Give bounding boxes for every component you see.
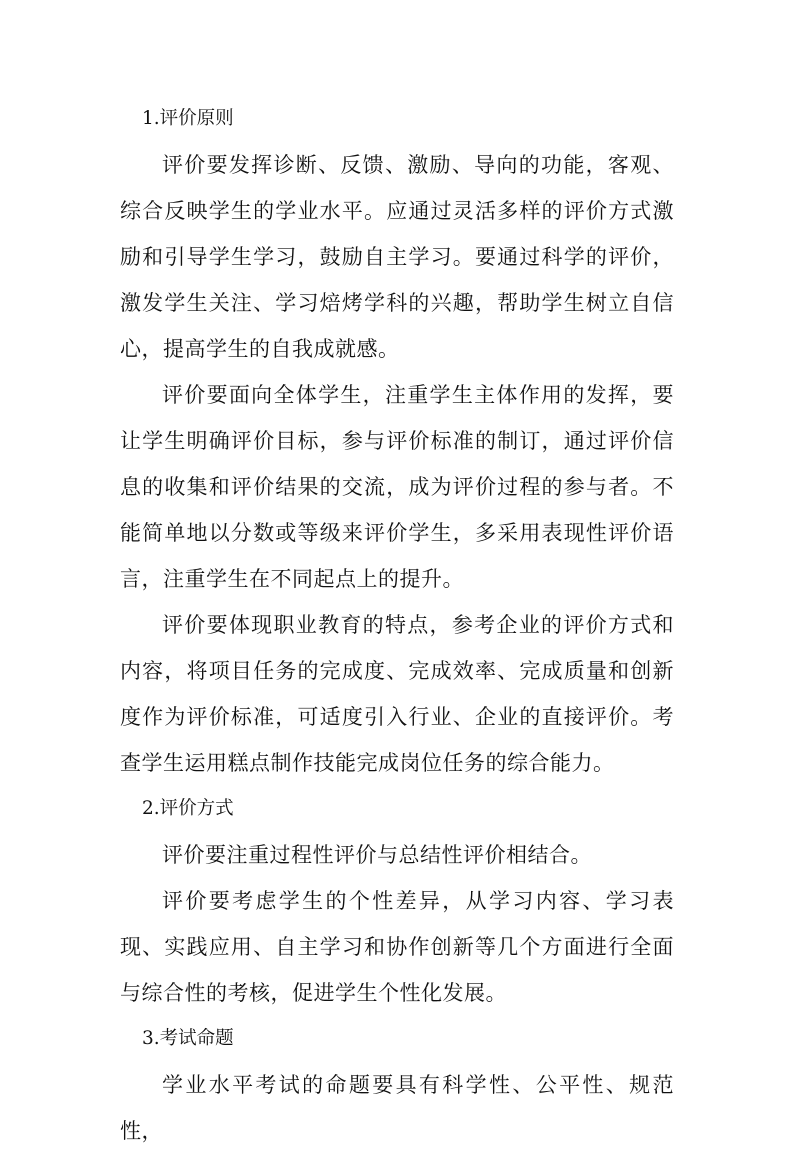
paragraph: 学业水平考试的命题要具有科学性、公平性、规范性， xyxy=(120,1073,674,1143)
document-body xyxy=(120,96,674,1154)
paragraph: 评价要考虑学生的个性差异，从学习内容、学习表现、实践应用、自主学习和协作创新等几个方面进行全面与综合性的考核，促进学生个性化发展。 xyxy=(120,889,674,1005)
paragraph: 评价要注重过程性评价与总结性评价相结合。 xyxy=(162,843,592,867)
paragraph: 评价要发挥诊断、反馈、激励、导向的功能，客观、综合反映学生的学业水平。应通过灵活多样的评价方式激励和引导学生学习，鼓励自主学习。要通过科学的评价，激发学生关注、学习焙烤学科的兴趣，帮助学生树立自信心，提高学生的自我成就感。 xyxy=(120,153,674,361)
section-heading-evaluation-methods: 2.评价方式 xyxy=(142,798,234,819)
section-heading-exam-questions: 3.考试命题 xyxy=(142,1028,234,1049)
paragraph: 评价要体现职业教育的特点，参考企业的评价方式和内容，将项目任务的完成度、完成效率、完成质量和创新度作为评价标准，可适度引入行业、企业的直接评价。考查学生运用糕点制作技能完成岗位任务的综合能力。 xyxy=(120,613,674,775)
section-heading-evaluation-principles: 1.评价原则 xyxy=(142,108,234,129)
paragraph: 评价要面向全体学生，注重学生主体作用的发挥，要让学生明确评价目标，参与评价标准的制订，通过评价信息的收集和评价结果的交流，成为评价过程的参与者。不能简单地以分数或等级来评价学生，多采用表现性评价语言，注重学生在不同起点上的提升。 xyxy=(120,383,674,591)
